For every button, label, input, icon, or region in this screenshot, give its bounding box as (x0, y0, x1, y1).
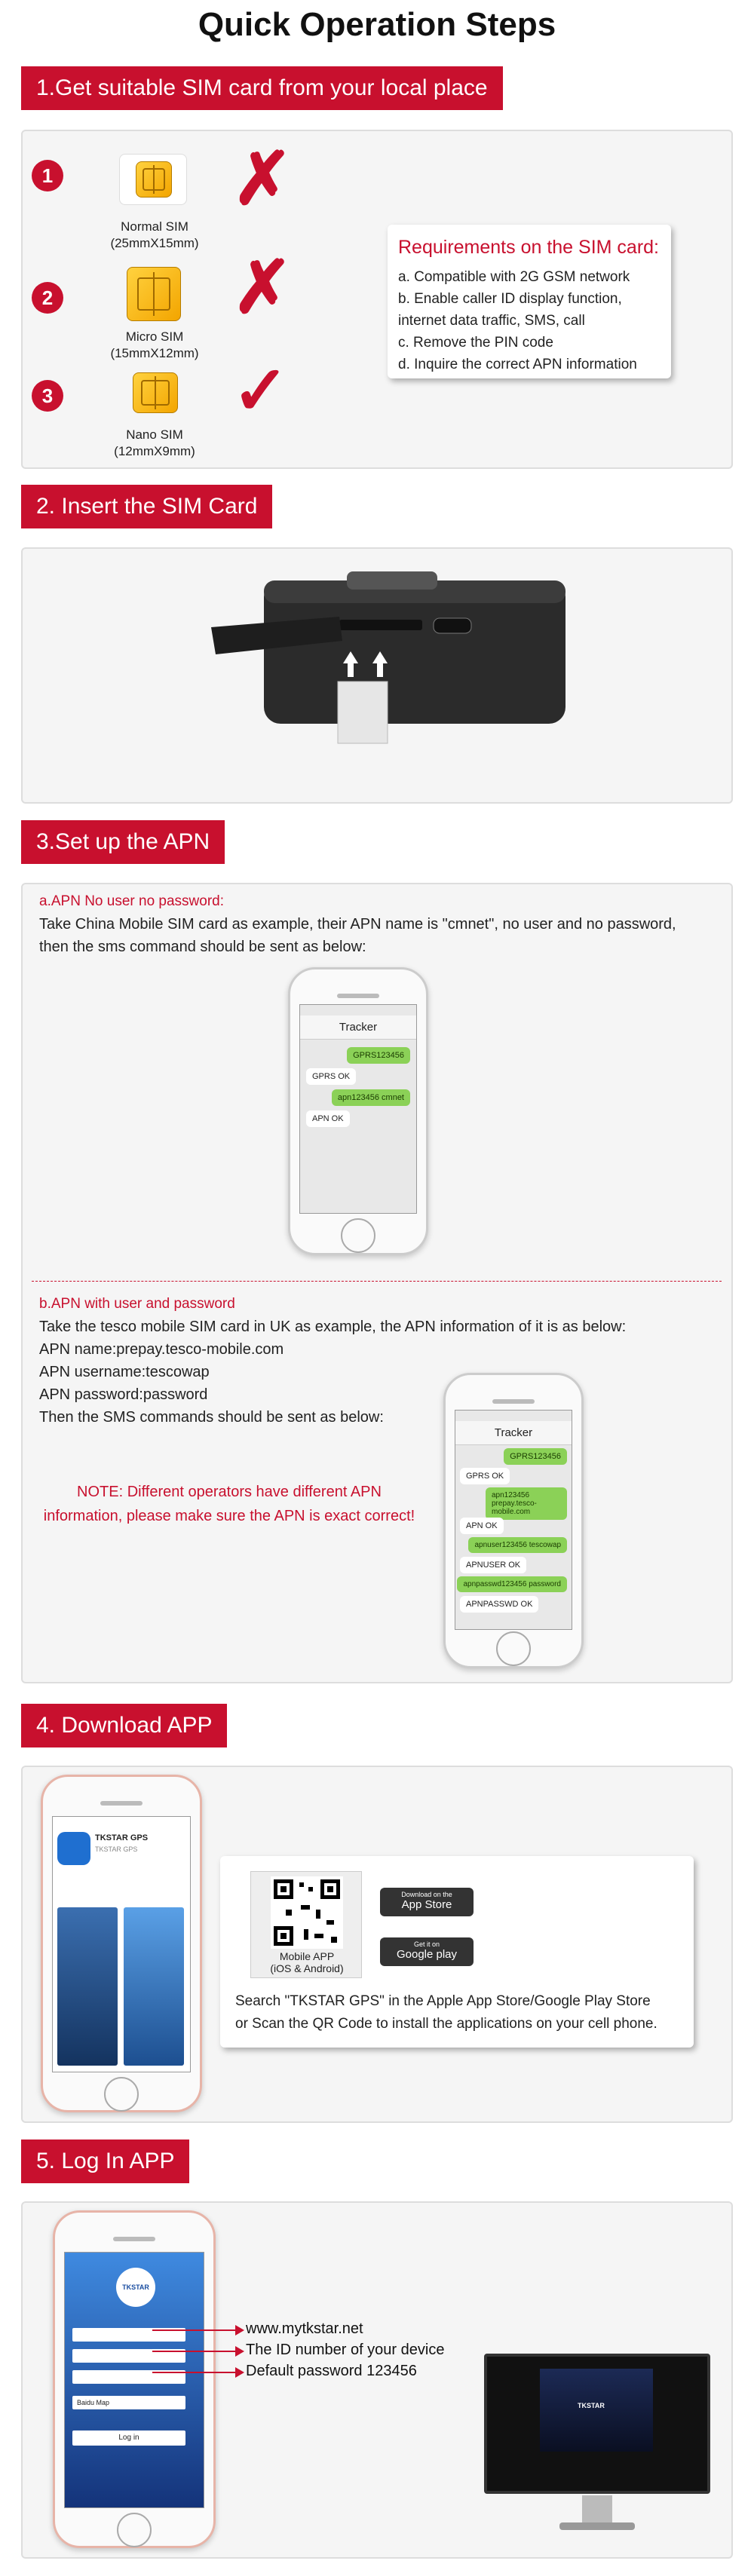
nano-sim-chip-icon (133, 372, 178, 413)
sms-bubble-in: APN OK (306, 1110, 350, 1127)
requirements-title: Requirements on the SIM card: (398, 237, 659, 258)
sms-bubble-in: APN OK (460, 1518, 504, 1534)
phone-app-store (41, 1775, 202, 2112)
phone-apn-no-user (288, 967, 428, 1255)
home-button (104, 2077, 139, 2112)
step3-heading: 3.Set up the APN (21, 820, 225, 864)
sim-number-1: 1 (32, 160, 63, 191)
sms-bubble-out: GPRS123456 (504, 1448, 567, 1465)
apn-b-line: APN password:password (39, 1386, 208, 1403)
login-screen (64, 2252, 204, 2508)
device-id-label: The ID number of your device (246, 2342, 445, 2358)
arrow-server (152, 2329, 243, 2331)
apn-b-line: Take the tesco mobile SIM card in UK as example, the APN information of it is as below: (39, 1319, 627, 1335)
sms-bubble-in: APNPASSWD OK (460, 1596, 538, 1613)
sms-bubble-in: GPRS OK (306, 1068, 356, 1085)
qr-code-frame (250, 1871, 362, 1978)
brand-logo: TKSTAR (116, 2268, 155, 2307)
app-screenshot (124, 1907, 184, 2066)
requirement-item: d. Inquire the correct APN information (398, 357, 637, 372)
sim-number-3: 3 (32, 380, 63, 412)
qr-code-icon (271, 1876, 343, 1949)
micro-sim-caption: Micro SIM (15mmX12mm) (110, 329, 199, 360)
desktop-monitor (484, 2354, 710, 2494)
apn-b-line: APN name:prepay.tesco-mobile.com (39, 1341, 284, 1358)
cross-mark-icon: ✗ (232, 139, 293, 219)
download-info-box (220, 1856, 694, 2048)
qr-caption: Mobile APP (iOS & Android) (270, 1950, 344, 1974)
step5-heading: 5. Log In APP (21, 2140, 189, 2183)
step4-panel (21, 1766, 733, 2123)
step2-heading: 2. Insert the SIM Card (21, 485, 272, 528)
sms-bubble-out: apn123456 cmnet (332, 1089, 410, 1106)
monitor-neck (582, 2495, 612, 2522)
gps-tracker-device-illustration (23, 549, 734, 805)
sms-nav-title: Tracker (300, 1015, 416, 1040)
home-button (117, 2513, 152, 2547)
app-subtitle: TKSTAR GPS (95, 1845, 138, 1853)
apn-b-title: b.APN with user and password (39, 1296, 235, 1312)
phone-apn-with-user (443, 1373, 584, 1668)
step1-heading: 1.Get suitable SIM card from your local place (21, 66, 503, 110)
arrow-password (152, 2372, 243, 2373)
page-title: Quick Operation Steps (198, 6, 556, 43)
sms-bubble-out: apnpasswd123456 password (457, 1576, 567, 1592)
sms-bubble-out: apnuser123456 tescowap (468, 1537, 567, 1553)
sms-bubble-in: GPRS OK (460, 1468, 510, 1484)
apn-a-text: then the sms command should be sent as below: (39, 939, 366, 955)
app-name: TKSTAR GPS (95, 1833, 149, 1842)
check-mark-icon: ✓ (232, 354, 290, 429)
sim-number-2: 2 (32, 282, 63, 314)
cross-mark-icon: ✗ (232, 247, 293, 328)
sms-nav-title: Tracker (455, 1421, 572, 1445)
normal-sim-caption: Normal SIM (25mmX15mm) (110, 219, 199, 250)
step2-panel (21, 547, 733, 804)
app-store-button[interactable]: Download on the App Store (380, 1888, 474, 1916)
apn-note: NOTE: Different operators have different APN information, please make sure the APN is exact correct! (43, 1484, 415, 1524)
sms-bubble-out: GPRS123456 (347, 1047, 410, 1064)
step1-panel (21, 130, 733, 469)
sms-screen (299, 1004, 417, 1214)
monitor-stand (559, 2522, 635, 2530)
arrow-device-id (152, 2351, 243, 2352)
app-store-screen (52, 1816, 191, 2072)
server-url-label: www.mytkstar.net (246, 2320, 363, 2337)
nano-sim-caption: Nano SIM (12mmX9mm) (114, 427, 195, 458)
app-screenshot (57, 1907, 118, 2066)
download-description: Search "TKSTAR GPS" in the Apple App Store/Google Play Store or Scan the QR Code to install the applications on your cell phone. (235, 1993, 657, 2032)
apn-b-line: APN username:tescowap (39, 1364, 210, 1380)
step5-panel (21, 2201, 733, 2559)
sms-bubble-in: APNUSER OK (460, 1557, 526, 1573)
sms-screen (455, 1410, 572, 1630)
requirement-item: b. Enable caller ID display function, (398, 291, 622, 307)
monitor-screen-content (540, 2369, 653, 2452)
home-button (341, 1218, 375, 1253)
step4-heading: 4. Download APP (21, 1704, 227, 1747)
sms-bubble-out: apn123456 prepay.tesco-mobile.com (486, 1487, 567, 1520)
apn-b-line: Then the SMS commands should be sent as below: (39, 1409, 384, 1426)
map-select[interactable]: Baidu Map (72, 2396, 185, 2409)
requirement-item: a. Compatible with 2G GSM network (398, 269, 630, 285)
step3-panel (21, 883, 733, 1683)
apn-a-text: Take China Mobile SIM card as example, their APN name is "cmnet", no user and no password, (39, 916, 676, 933)
requirement-item: c. Remove the PIN code (398, 335, 553, 351)
phone-login (53, 2210, 216, 2548)
monitor-brand: TKSTAR (578, 2402, 605, 2409)
normal-sim-chip-icon (136, 161, 172, 198)
apn-a-title: a.APN No user no password: (39, 893, 225, 909)
sim-requirements-box (388, 225, 671, 378)
micro-sim-chip-icon (127, 267, 181, 321)
home-button (496, 1631, 531, 1666)
app-icon (57, 1832, 90, 1865)
requirement-item: internet data traffic, SMS, call (398, 313, 585, 329)
google-play-button[interactable]: Get it on Google play (380, 1937, 474, 1966)
section-divider (32, 1281, 722, 1282)
password-label: Default password 123456 (246, 2363, 417, 2379)
login-button[interactable]: Log in (72, 2431, 185, 2446)
